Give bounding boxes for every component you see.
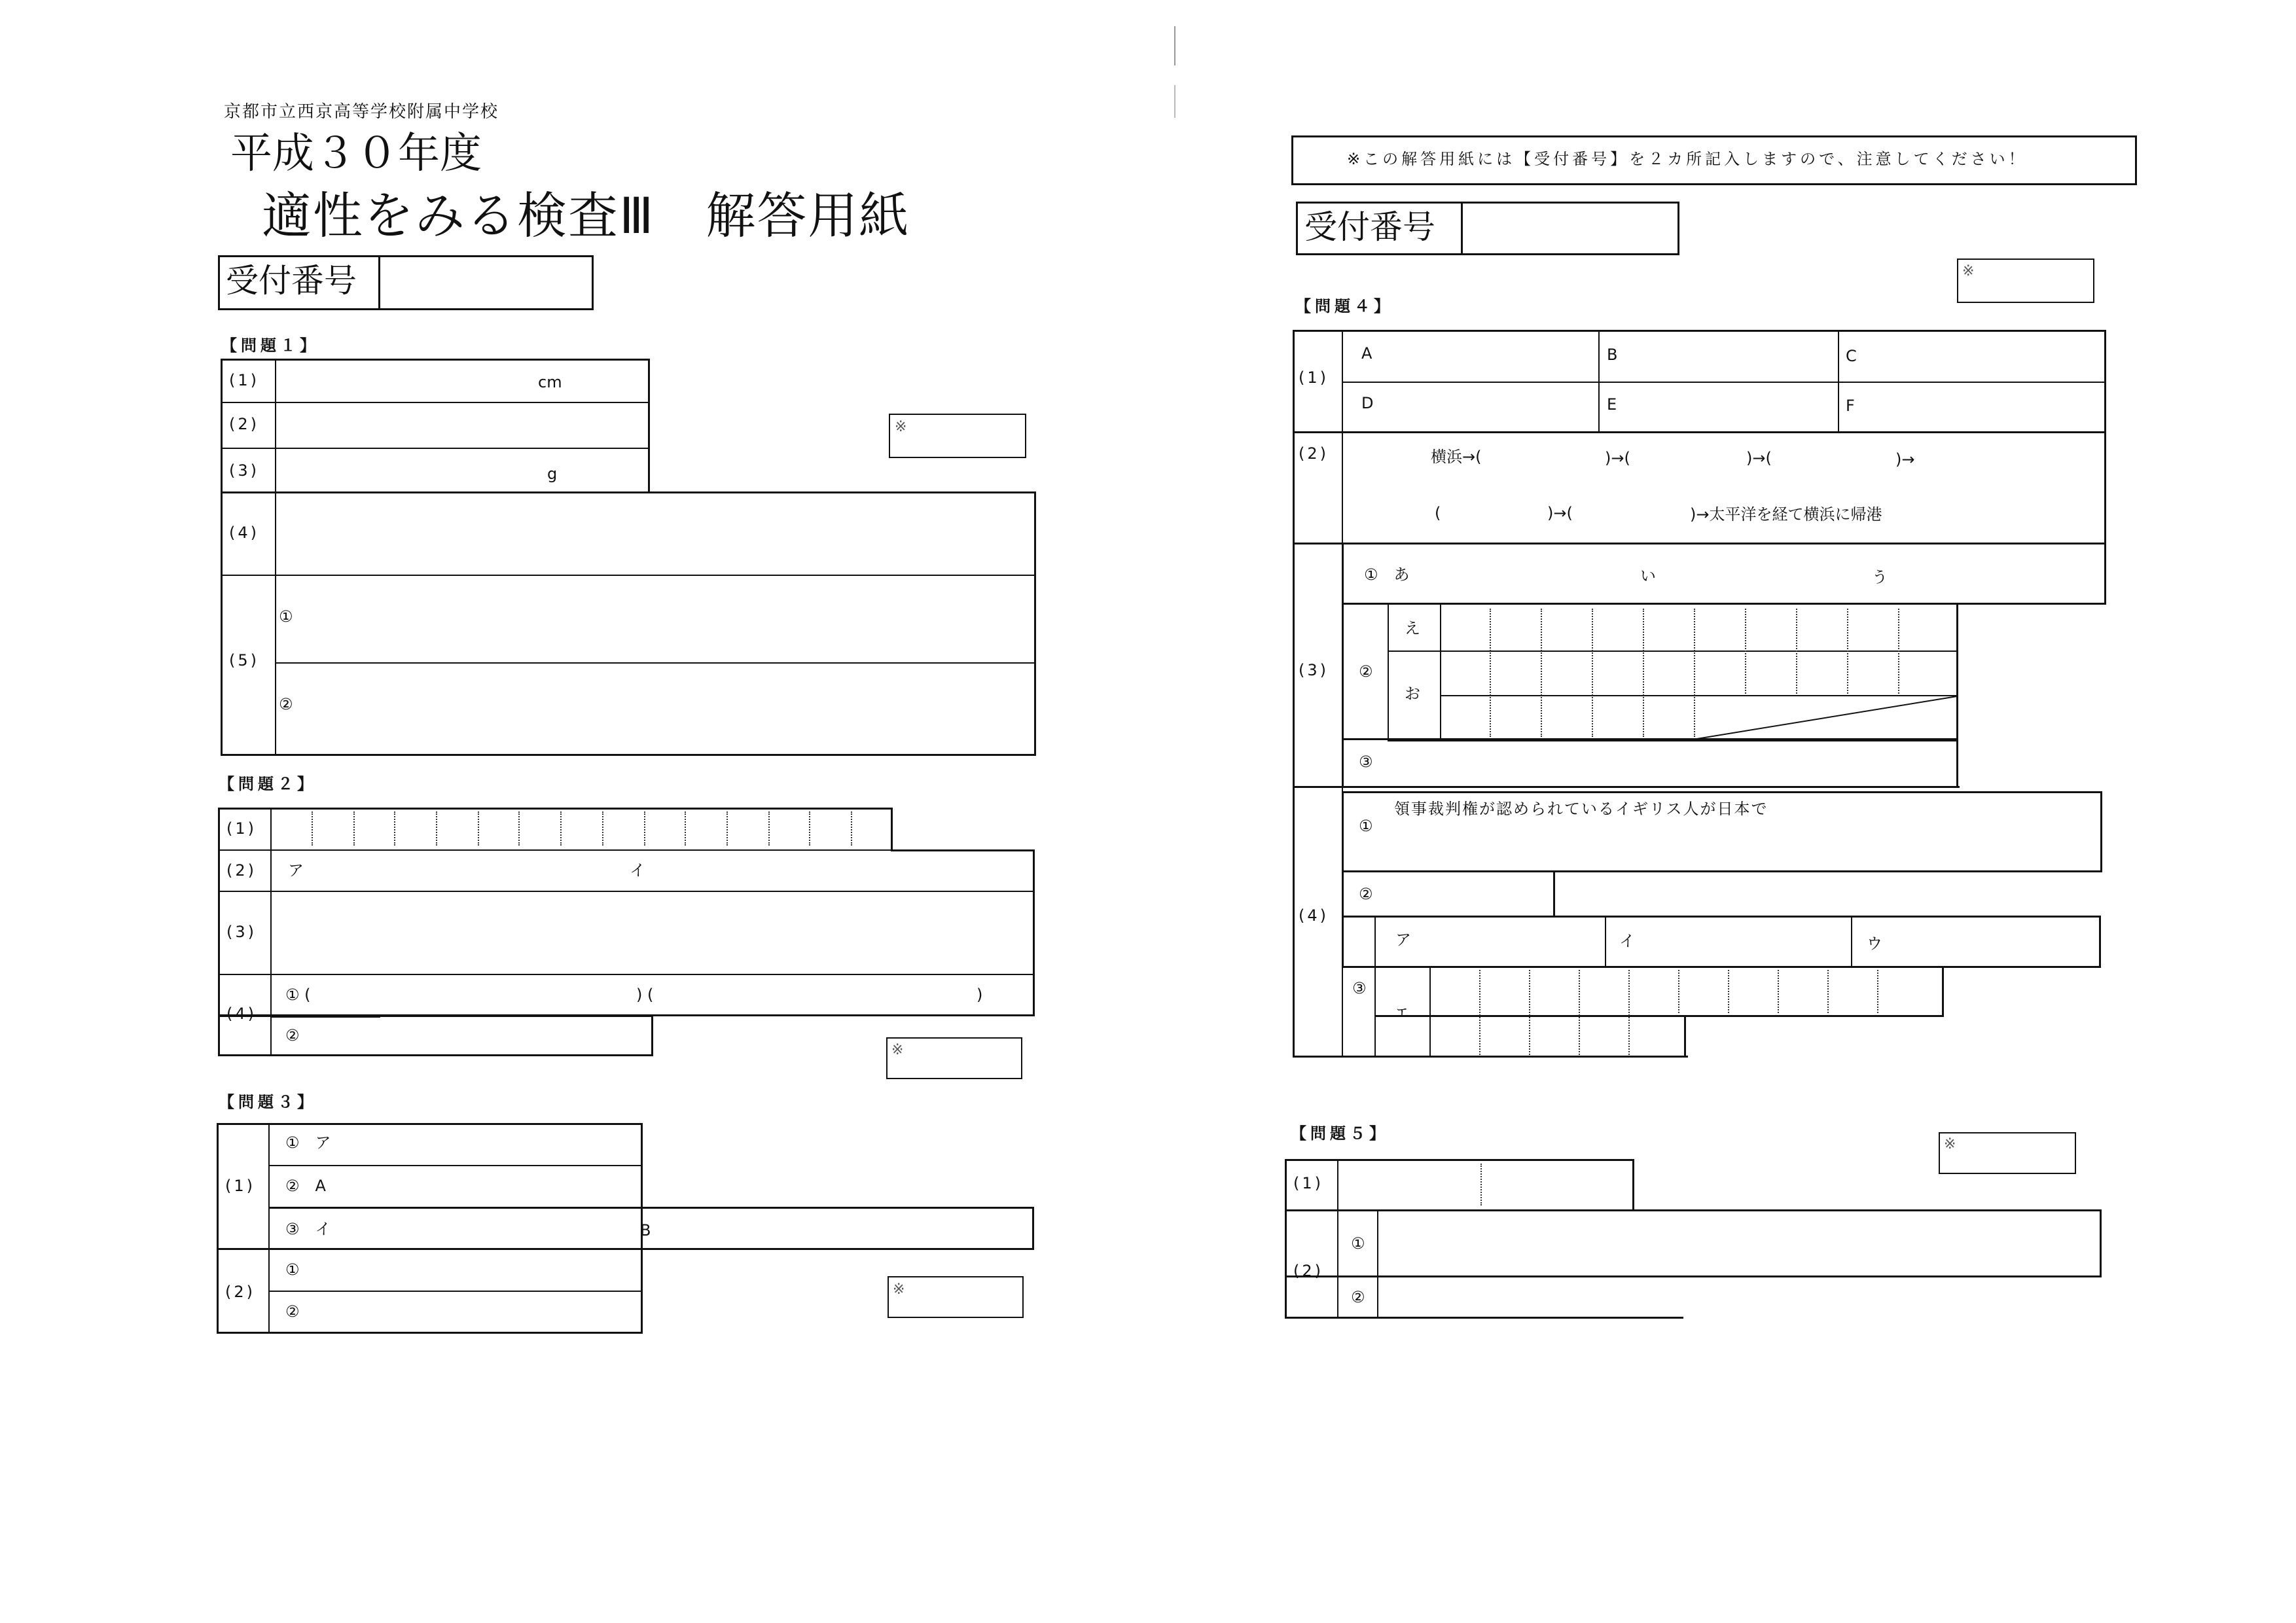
score-box-q2: [886, 1037, 1022, 1079]
q1-label-5: (5): [229, 651, 259, 669]
q4-label-2: (2): [1299, 444, 1329, 463]
q5-sub-2: ②: [1351, 1288, 1365, 1306]
q4-answer-2b[interactable]: [1644, 437, 1742, 479]
q4-letter-c: C: [1846, 347, 1857, 365]
q3-answer-2b[interactable]: [314, 1293, 637, 1331]
score-mark-q5: ※: [1944, 1136, 1956, 1152]
q4-answer-2e[interactable]: [1587, 492, 1685, 534]
q4-p4-1: ①: [1359, 817, 1373, 835]
q2-answer-3[interactable]: [273, 893, 1030, 972]
q4-letter-a: A: [1361, 344, 1372, 363]
q5-answer-1[interactable]: [1340, 1161, 1629, 1209]
receipt-label-left: 受付番号: [226, 262, 357, 300]
q4-p4-i: イ: [1619, 932, 1635, 950]
q1-unit-cm: cm: [538, 373, 562, 391]
q1-sub-1: ①: [279, 607, 293, 626]
q1-sub-2: ②: [279, 695, 293, 713]
q2-sub-1: ① (: [285, 986, 311, 1004]
score-box-q3: [888, 1276, 1024, 1318]
q4-answer-3-3[interactable]: [1388, 740, 1953, 786]
q5-answer-2-2[interactable]: [1380, 1277, 1681, 1317]
q4-answer-3-2e[interactable]: [1443, 605, 1956, 649]
q5-label-1: (1): [1293, 1174, 1323, 1192]
q2-label-4: (4): [226, 1005, 257, 1023]
q3-label-2: (2): [225, 1283, 255, 1301]
q5-answer-2-1[interactable]: [1380, 1211, 2096, 1273]
q1-answer-4[interactable]: [278, 493, 1030, 572]
q4-answer-2d[interactable]: [1446, 492, 1543, 534]
q1-label-1: (1): [229, 371, 259, 389]
score-mark-q3: ※: [893, 1281, 905, 1298]
q3-answer-2a[interactable]: [314, 1250, 637, 1289]
q4-p4-2: ②: [1359, 885, 1373, 903]
score-box-q1: [889, 414, 1026, 458]
q5-heading: 【問題５】: [1291, 1124, 1389, 1143]
q2-answer-4-1a[interactable]: [322, 976, 634, 1015]
q2-answer-4-1b[interactable]: [675, 976, 974, 1015]
score-mark-q2: ※: [891, 1042, 904, 1058]
q2-paren-end: ): [977, 986, 983, 1004]
q4-answer-4-1[interactable]: [1394, 825, 2097, 869]
q4-route-2: )→(: [1605, 449, 1630, 467]
q4-route-1: 横浜→(: [1431, 448, 1482, 466]
q1-answer-5-2[interactable]: [301, 664, 1030, 749]
q1-answer-1[interactable]: [278, 361, 644, 400]
q4-p3-u: う: [1872, 568, 1888, 586]
q4-answer-1b[interactable]: [1623, 332, 1834, 380]
q2-i: イ: [630, 861, 645, 880]
q2-label-3: (3): [226, 923, 257, 941]
q2-answer-1[interactable]: [273, 810, 888, 847]
q4-letter-d: D: [1361, 394, 1374, 412]
q1-label-4: (4): [229, 524, 259, 542]
q4-p4-text: 領事裁判権が認められているイギリス人が日本で: [1394, 800, 1768, 818]
q4-answer-3-1c[interactable]: [1894, 544, 2101, 603]
q4-p3-i: い: [1640, 567, 1656, 585]
q1-label-2: (2): [229, 415, 259, 433]
q4-answer-3-1b[interactable]: [1662, 544, 1865, 603]
q4-route-4: )→: [1895, 450, 1915, 469]
q2-answer-2a[interactable]: [308, 851, 622, 889]
q3-row-2: ② A: [285, 1177, 326, 1195]
q3-answer-1a[interactable]: [353, 1125, 637, 1163]
q4-answer-1f[interactable]: [1863, 383, 2101, 431]
q1-answer-3[interactable]: [278, 450, 644, 491]
score-mark-q4: ※: [1962, 263, 1975, 279]
q2-heading: 【問題２】: [219, 775, 317, 793]
q3-heading: 【問題３】: [219, 1093, 317, 1111]
q2-answer-2b[interactable]: [648, 851, 1028, 889]
q4-p4-3: ③: [1352, 979, 1367, 997]
q1-heading: 【問題１】: [221, 336, 319, 355]
q4-answer-4-2[interactable]: [1388, 872, 1551, 916]
receipt-input-right[interactable]: [1463, 204, 1677, 253]
q2-sub-2: ②: [285, 1026, 300, 1044]
q4-answer-4-3a[interactable]: [1420, 918, 1601, 966]
q4-label-3: (3): [1299, 661, 1329, 679]
notice-text: ※この解答用紙には【受付番号】を２カ所記入しますので、注意してください！: [1347, 150, 2028, 168]
q1-unit-g: g: [547, 465, 558, 483]
q4-route-3: )→(: [1746, 449, 1772, 467]
q5-sub-1: ①: [1351, 1234, 1365, 1253]
q4-p3-e: え: [1405, 619, 1420, 637]
q3-sub-2: ②: [285, 1302, 300, 1321]
receipt-input-left[interactable]: [381, 257, 592, 308]
score-mark-q1: ※: [895, 419, 907, 435]
receipt-label-right: 受付番号: [1304, 208, 1435, 246]
q3-answer-1c[interactable]: [353, 1209, 628, 1248]
q4-answer-1d[interactable]: [1381, 383, 1594, 431]
q4-answer-1c[interactable]: [1863, 332, 2101, 380]
school-name: 京都市立西京高等学校附属中学校: [224, 102, 499, 122]
q3-answer-1b[interactable]: [353, 1167, 637, 1205]
q4-answer-1a[interactable]: [1381, 332, 1594, 380]
q5-label-2: (2): [1293, 1262, 1323, 1280]
q3-label-1: (1): [225, 1177, 255, 1195]
page-title: 適性をみる検査Ⅲ 解答用紙: [262, 187, 910, 245]
score-box-q5: [1939, 1132, 2076, 1174]
q3-row-3-label: ③ イ: [285, 1220, 331, 1238]
q4-p3-2: ②: [1359, 662, 1373, 681]
score-box-q4: [1957, 259, 2094, 303]
q4-route-6: )→(: [1547, 504, 1573, 522]
q2-label-1: (1): [226, 819, 257, 838]
q4-heading: 【問題４】: [1295, 297, 1393, 315]
q4-answer-4-3u[interactable]: [1892, 918, 2096, 966]
q4-letter-b: B: [1607, 346, 1618, 364]
q4-letter-f: F: [1846, 397, 1855, 415]
q4-answer-4-3e[interactable]: [1432, 968, 1941, 1056]
q2-answer-4-2[interactable]: [308, 1017, 648, 1054]
q4-route-5: (: [1435, 504, 1441, 522]
q4-answer-3-2o[interactable]: [1443, 652, 1956, 738]
q3-b: B: [640, 1221, 651, 1240]
q4-answer-1e[interactable]: [1623, 383, 1834, 431]
q4-p4-u: ウ: [1867, 935, 1882, 953]
q1-label-3: (3): [229, 461, 259, 480]
q4-label-4: (4): [1299, 906, 1329, 925]
q4-p4-e: エ: [1394, 1004, 1410, 1022]
q4-p3-3: ③: [1359, 753, 1373, 771]
q4-p4-a: ア: [1395, 931, 1411, 949]
q4-p3-o: お: [1405, 685, 1420, 703]
year-title: 平成３０年度: [230, 130, 482, 178]
q3-answer-1d[interactable]: [661, 1209, 1028, 1248]
q3-sub-1: ①: [285, 1260, 300, 1279]
q4-answer-4-3i[interactable]: [1643, 918, 1847, 966]
q4-answer-2c[interactable]: [1783, 437, 1892, 479]
q4-route-7: )→太平洋を経て横浜に帰港: [1690, 505, 1882, 524]
q2-a: ア: [288, 861, 304, 880]
q4-p3-1: ① あ: [1364, 565, 1410, 584]
q1-answer-2[interactable]: [278, 404, 644, 446]
q2-label-2: (2): [226, 861, 257, 880]
q4-letter-e: E: [1607, 395, 1617, 414]
q4-label-1: (1): [1299, 368, 1329, 387]
q3-row-1: ① ア: [285, 1133, 331, 1152]
q4-answer-3-1a[interactable]: [1410, 544, 1632, 603]
q1-answer-5-1[interactable]: [301, 577, 1030, 660]
q2-paren-mid: ) (: [636, 986, 654, 1004]
q4-answer-2a[interactable]: [1503, 437, 1601, 479]
